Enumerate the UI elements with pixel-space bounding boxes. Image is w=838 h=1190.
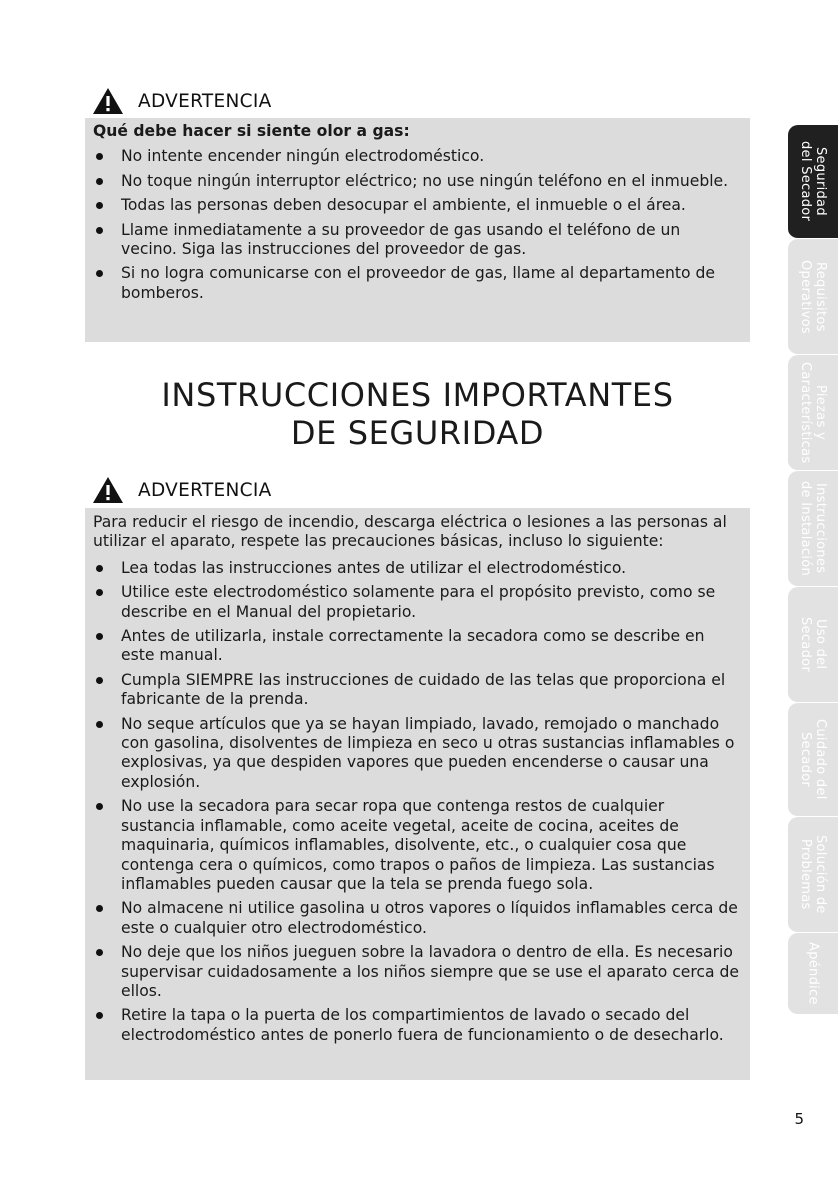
list-item: Antes de utilizarla, instale correctamente la secadora como se describe en este manual.	[93, 627, 740, 666]
warning-header	[92, 86, 272, 116]
list-item: Si no logra comunicarse con el proveedor de gas, llame al departamento de bomberos.	[93, 264, 740, 303]
precautions-list	[93, 559, 740, 1045]
page-title-line-2: DE SEGURIDAD	[290, 414, 545, 452]
side-tab-label: Apéndice	[805, 942, 821, 1005]
side-tab-requisitos[interactable]	[788, 239, 838, 355]
list-item: Lea todas las instrucciones antes de utilizar el electrodoméstico.	[93, 559, 740, 578]
warning-intro: Para reducir el riesgo de incendio, descarga eléctrica o lesiones a las personas al utilizar el aparato, respete las precauciones básicas, incluso lo siguiente:	[93, 513, 727, 551]
list-item: No almacene ni utilice gasolina u otros vapores o líquidos inflamables cerca de este o cualquier otro electrodoméstico.	[93, 899, 740, 938]
gas-odor-warning-box	[85, 118, 750, 342]
gas-odor-list	[93, 147, 740, 303]
side-tab-cuidado[interactable]	[788, 703, 838, 817]
warning-title: ADVERTENCIA	[138, 90, 272, 112]
list-item: No toque ningún interruptor eléctrico; no use ningún teléfono en el inmueble.	[93, 172, 740, 191]
side-tab-seguridad[interactable]	[788, 125, 838, 239]
warning-header	[92, 475, 272, 505]
list-item: Cumpla SIEMPRE las instrucciones de cuidado de las telas que proporciona el fabricante de la prenda.	[93, 671, 740, 710]
page-title-line-1: INSTRUCCIONES IMPORTANTES	[161, 376, 674, 414]
side-tab-apendice[interactable]	[788, 933, 838, 1015]
side-tab-label: Piezas y Características	[798, 361, 828, 464]
warning-title: ADVERTENCIA	[138, 479, 272, 501]
page-title	[85, 376, 750, 452]
list-item: Llame inmediatamente a su proveedor de gas usando el teléfono de un vecino. Siga las instrucciones del proveedor de gas.	[93, 221, 740, 260]
side-tab-label: Cuidado del Secador	[798, 719, 828, 800]
warning-triangle-icon	[92, 87, 124, 115]
list-item: No deje que los niños jueguen sobre la lavadora o dentro de ella. Es necesario supervisar cuidadosamente a los niños siempre que se use el aparato cerca de ellos.	[93, 943, 740, 1001]
list-item: Todas las personas deben desocupar el ambiente, el inmueble o el área.	[93, 196, 740, 215]
list-item: No seque artículos que ya se hayan limpiado, lavado, remojado o manchado con gasolina, disolventes de limpieza en seco u otras sustancias inflamables o explosivas, ya que despiden vapores que pueden encenderse o causar una explosión.	[93, 715, 740, 793]
warning-triangle-icon	[92, 476, 124, 504]
side-tab-uso[interactable]	[788, 587, 838, 703]
side-tab-label: Requisitos Operativos	[798, 259, 828, 334]
side-tab-label: Uso del Secador	[798, 616, 828, 672]
list-item: Utilice este electrodoméstico solamente para el propósito previsto, como se describe en el Manual del propietario.	[93, 583, 740, 622]
page-number: 5	[794, 1110, 804, 1128]
side-tab-label: Seguridad del Secador	[798, 141, 828, 222]
side-tab-label: Solución de Problemas	[798, 835, 828, 914]
safety-precautions-box	[85, 508, 750, 1080]
list-item: No use la secadora para secar ropa que contenga restos de cualquier sustancia inflamable, como aceite vegetal, aceite de cocina, aceites de maquinaria, químicos inflamables, disolvente, etc., o cualquier cosa que contenga cera o químicos, como trapos o paños de limpieza. Las sustancias inflamables pueden causar que la tela se prenda fuego sola.	[93, 797, 740, 894]
side-tab-solucion[interactable]	[788, 817, 838, 933]
side-tab-piezas[interactable]	[788, 355, 838, 471]
list-item: Retire la tapa o la puerta de los compartimientos de lavado o secado del electrodoméstico antes de ponerlo fuera de funcionamiento o de desecharlo.	[93, 1006, 740, 1045]
list-item: No intente encender ningún electrodoméstico.	[93, 147, 740, 166]
side-tab-instalacion[interactable]	[788, 471, 838, 587]
side-tab-label: Instrucciones de Instalación	[798, 480, 828, 577]
warning-heading: Qué debe hacer si siente olor a gas:	[93, 122, 410, 140]
